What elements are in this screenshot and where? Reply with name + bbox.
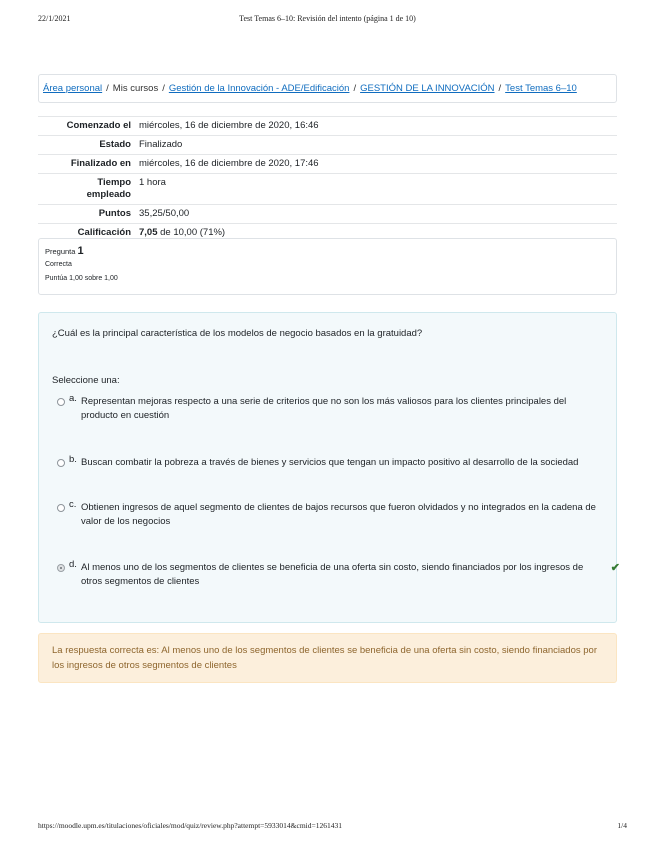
radio-button[interactable] [57, 504, 65, 512]
summary-value: 1 hora [135, 174, 617, 205]
breadcrumb-category-link[interactable]: Gestión de la Innovación - ADE/Edificación [168, 83, 350, 94]
summary-label: Comenzado el [38, 117, 135, 136]
question-text: ¿Cuál es la principal característica de los modelos de negocio basados en la gratuidad? [52, 328, 423, 339]
summary-label-line: empleado [86, 189, 131, 200]
summary-label-line: Tiempo [97, 177, 131, 188]
question-state: Correcta [45, 261, 72, 268]
radio-button[interactable] [57, 459, 65, 467]
radio-button-selected[interactable] [57, 564, 65, 572]
breadcrumb-separator: / [106, 83, 109, 94]
correct-answer-feedback: La respuesta correcta es: Al menos uno de los segmentos de clientes se beneficia de una oferta sin costo, siendo financiados por los ingresos de otros segmentos de clientes [38, 633, 617, 683]
summary-value: miércoles, 16 de diciembre de 2020, 16:46 [135, 117, 617, 136]
summary-label: Finalizado en [38, 155, 135, 174]
breadcrumb-quiz-link[interactable]: Test Temas 6–10 [505, 83, 577, 94]
breadcrumb-course-link[interactable]: GESTIÓN DE LA INNOVACIÓN [360, 83, 495, 94]
summary-value: 35,25/50,00 [135, 205, 617, 224]
summary-row-points [38, 205, 617, 224]
option-letter: b. [69, 454, 77, 465]
question-info-box [38, 238, 617, 295]
print-page-number: 1/4 [617, 821, 627, 830]
summary-label: Calificación [38, 224, 135, 243]
breadcrumb-home-link[interactable]: Área personal [43, 83, 103, 94]
summary-row-state [38, 136, 617, 155]
summary-label [38, 174, 135, 205]
grade-total: de 10,00 (71%) [160, 227, 226, 238]
breadcrumb [38, 74, 617, 103]
option-letter: d. [69, 559, 77, 570]
option-text: Representan mejoras respecto a una serie de criterios que no son los más valiosos para los clientes principales del producto en cuestión [81, 396, 567, 421]
print-url: https://moodle.upm.es/titulaciones/oficiales/mod/quiz/review.php?attempt=5933014&cmid=1261431 [38, 821, 342, 830]
summary-row-finished [38, 155, 617, 174]
print-header [0, 14, 655, 28]
question-formulation [38, 312, 620, 623]
question-number-value: 1 [77, 245, 84, 257]
summary-row-time [38, 174, 617, 205]
question-score: Puntúa 1,00 sobre 1,00 [45, 275, 118, 282]
correct-check-icon: ✔ [610, 562, 620, 574]
option-text: Obtienen ingresos de aquel segmento de clientes de bajos recursos que fueron olvidados y no integrados en la cadena de valor de los negocios [81, 502, 596, 527]
summary-value: miércoles, 16 de diciembre de 2020, 17:46 [135, 155, 617, 174]
option-letter: c. [69, 499, 77, 510]
grade-score: 7,05 [139, 227, 158, 238]
radio-button[interactable] [57, 398, 65, 406]
print-title: Test Temas 6–10: Revisión del intento (página 1 de 10) [239, 14, 416, 23]
breadcrumb-separator: / [162, 83, 165, 94]
question-number [45, 245, 610, 258]
option-text: Al menos uno de los segmentos de clientes se beneficia de una oferta sin costo, siendo financiados por los ingresos de otros segmentos de clientes [81, 562, 584, 587]
breadcrumb-separator: / [353, 83, 357, 94]
summary-label: Puntos [38, 205, 135, 224]
summary-label: Estado [38, 136, 135, 155]
answer-prompt: Seleccione una: [52, 375, 120, 386]
print-date: 22/1/2021 [38, 14, 71, 23]
breadcrumb-courses: Mis cursos [112, 83, 159, 94]
summary-row-started [38, 117, 617, 136]
option-text: Buscan combatir la pobreza a través de bienes y servicios que tengan un impacto positivo al desarrollo de la sociedad [81, 457, 579, 468]
option-letter: a. [69, 393, 77, 404]
summary-value: Finalizado [135, 136, 617, 155]
question-label: Pregunta [45, 247, 76, 256]
attempt-summary-table [38, 116, 617, 243]
breadcrumb-separator: / [498, 83, 502, 94]
